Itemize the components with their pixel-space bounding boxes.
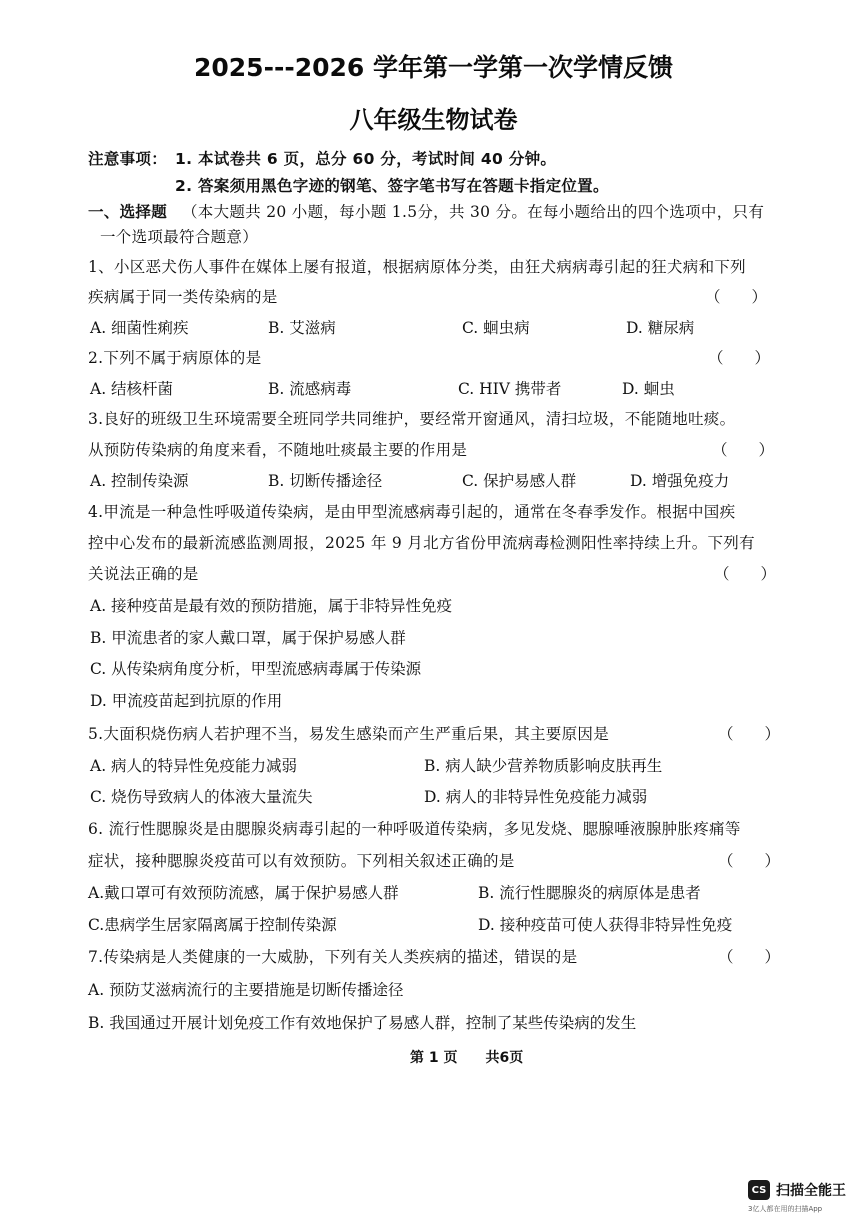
page-number: 第 1 页 共6页 [410, 1050, 524, 1066]
page-subtitle: 八年级生物试卷 [349, 106, 518, 134]
q5-option-a: A. 病人的特异性免疫能力减弱 [90, 757, 298, 775]
q2-option-b: B. 流感病毒 [268, 380, 352, 398]
q3-option-b: B. 切断传播途径 [268, 472, 383, 490]
q6-option-c: C.患病学生居家隔离属于控制传染源 [88, 916, 337, 934]
section-desc-1: （本大题共 20 小题，每小题 1.5分，共 30 分。在每小题给出的四个选项中，只有 [182, 203, 765, 221]
q5-stem-1: 5.大面积烧伤病人若护理不当，易发生感染而产生严重后果，其主要原因是 [88, 725, 609, 743]
q1-option-c: C. 蛔虫病 [462, 319, 530, 337]
scanner-logo-icon: CS [748, 1180, 770, 1200]
q4-stem-3: 关说法正确的是 [88, 565, 199, 583]
section-desc-2: 一个选项最符合题意） [100, 228, 259, 246]
q3-option-d: D. 增强免疫力 [630, 472, 730, 490]
q2-answer-blank: （ ） [708, 349, 771, 367]
q3-stem-1: 3.良好的班级卫生环境需要全班同学共同维护，要经常开窗通风，清扫垃圾，不能随地吐痰。 [88, 410, 736, 428]
q6-option-b: B. 流行性腮腺炎的病原体是患者 [478, 884, 701, 902]
q2-option-d: D. 蛔虫 [622, 380, 675, 398]
q6-stem-1: 6. 流行性腮腺炎是由腮腺炎病毒引起的一种呼吸道传染病，多见发烧、腮腺唾液腺肿胀疼痛等 [88, 820, 741, 838]
q4-option-b: B. 甲流患者的家人戴口罩，属于保护易感人群 [90, 629, 406, 647]
q6-answer-blank: （ ） [718, 852, 781, 870]
page-title: 2025---2026 学年第一学第一次学情反馈 [194, 53, 673, 82]
q6-option-a: A.戴口罩可有效预防流感，属于保护易感人群 [88, 884, 399, 902]
notes-item-1: 1. 本试卷共 6 页，总分 60 分，考试时间 40 分钟。 [175, 150, 557, 168]
q1-option-a: A. 细菌性痢疾 [90, 319, 189, 337]
q4-option-a: A. 接种疫苗是最有效的预防措施，属于非特异性免疫 [90, 597, 453, 615]
q4-answer-blank: （ ） [714, 565, 777, 583]
scanner-brand-name: 扫描全能王 [776, 1183, 846, 1199]
q3-stem-2: 从预防传染病的角度来看，不随地吐痰最主要的作用是 [88, 441, 468, 459]
notes-label: 注意事项： [88, 150, 168, 168]
section-title: 一、选择题 [88, 203, 168, 221]
q7-answer-blank: （ ） [718, 948, 781, 966]
q1-stem-1: 1、小区恶犬伤人事件在媒体上屡有报道，根据病原体分类，由狂犬病病毒引起的狂犬病和下列 [88, 258, 746, 276]
q6-stem-2: 症状，接种腮腺炎疫苗可以有效预防。下列相关叙述正确的是 [88, 852, 515, 870]
q6-option-d: D. 接种疫苗可使人获得非特异性免疫 [478, 916, 733, 934]
q4-stem-1: 4.甲流是一种急性呼吸道传染病，是由甲型流感病毒引起的，通常在冬春季发作。根据中国疾 [88, 503, 736, 521]
q2-option-a: A. 结核杆菌 [90, 380, 174, 398]
notes-item-2: 2. 答案须用黑色字迹的钢笔、签字笔书写在答题卡指定位置。 [175, 177, 609, 195]
q7-stem-1: 7.传染病是人类健康的一大威胁，下列有关人类疾病的描述，错误的是 [88, 948, 578, 966]
q3-answer-blank: （ ） [712, 441, 775, 459]
scanner-watermark [748, 1180, 846, 1200]
q5-answer-blank: （ ） [718, 725, 781, 743]
q3-option-c: C. 保护易感人群 [462, 472, 577, 490]
q1-answer-blank: （ ） [705, 288, 768, 306]
q5-option-b: B. 病人缺少营养物质影响皮肤再生 [424, 757, 663, 775]
scanner-tagline: 3亿人都在用的扫描App [748, 1205, 823, 1213]
q4-option-c: C. 从传染病角度分析，甲型流感病毒属于传染源 [90, 660, 422, 678]
q7-option-a: A. 预防艾滋病流行的主要措施是切断传播途径 [88, 981, 404, 999]
q4-stem-2: 控中心发布的最新流感监测周报，2025 年 9 月北方省份甲流病毒检测阳性率持续上升。下列有 [88, 534, 755, 552]
q5-option-c: C. 烧伤导致病人的体液大量流失 [90, 788, 313, 806]
q2-stem-1: 2.下列不属于病原体的是 [88, 349, 262, 367]
q7-option-b: B. 我国通过开展计划免疫工作有效地保护了易感人群，控制了某些传染病的发生 [88, 1014, 637, 1032]
q1-option-d: D. 糖尿病 [626, 319, 695, 337]
q4-option-d: D. 甲流疫苗起到抗原的作用 [90, 692, 283, 710]
q1-option-b: B. 艾滋病 [268, 319, 336, 337]
q3-option-a: A. 控制传染源 [90, 472, 189, 490]
q1-stem-2: 疾病属于同一类传染病的是 [88, 288, 278, 306]
q2-option-c: C. HIV 携带者 [458, 380, 562, 398]
q5-option-d: D. 病人的非特异性免疫能力减弱 [424, 788, 648, 806]
